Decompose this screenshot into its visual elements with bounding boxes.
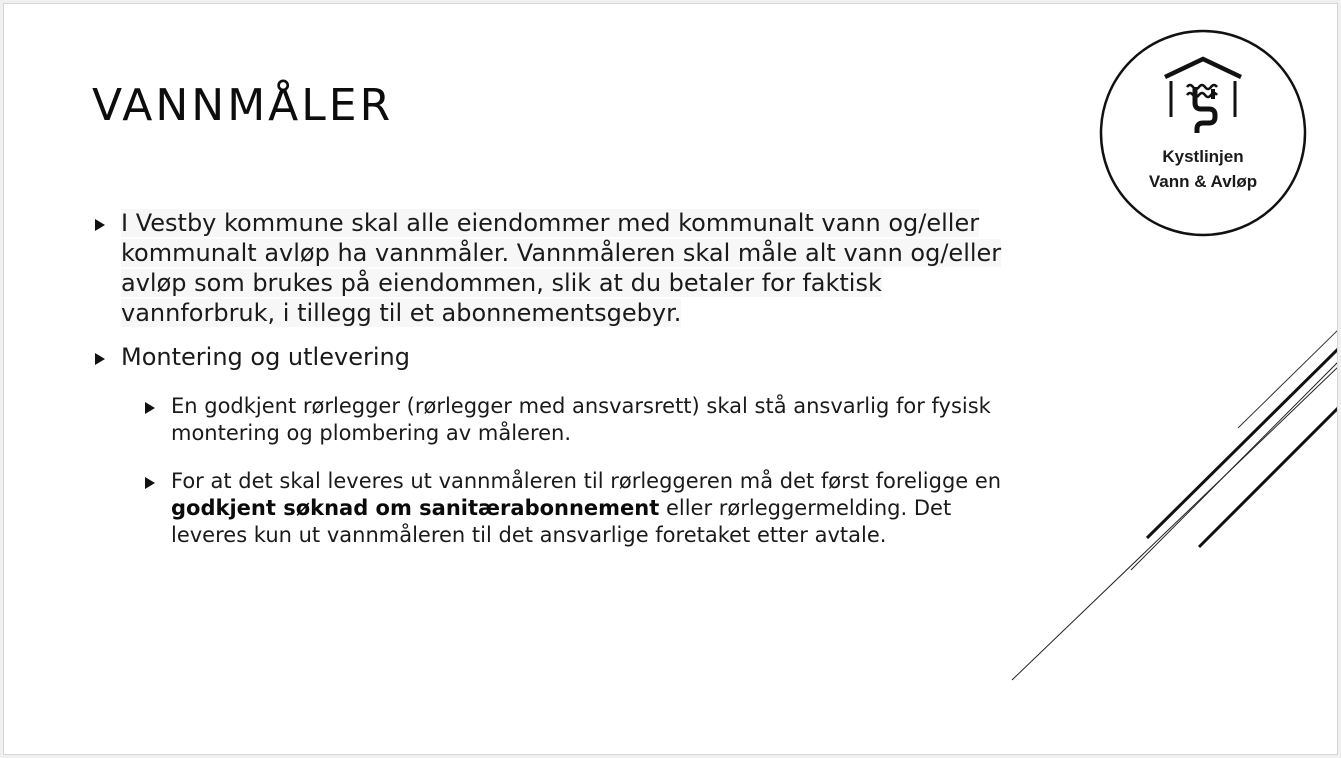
bullet-text: Montering og utlevering [121,343,410,371]
triangle-bullet-icon [95,353,105,365]
sub-bullet-text: En godkjent rørlegger (rørlegger med ansvarsrett) skal stå ansvarlig for fysisk montering og plombering av måleren. [171,394,991,445]
sub-bullet-bold-text: godkjent søknad om sanitærabonnement [171,496,660,520]
slide-body [92,208,1022,561]
slide-title: VANNMÅLER [92,80,394,131]
house-pipe-icon [1099,29,1307,237]
logo-line-2: Vann & Avløp [1148,172,1258,191]
bullet-text: I Vestby kommune skal alle eiendommer med kommunalt vann og/eller kommunalt avløp ha vannmåler. Vannmåleren skal måle alt vann og/eller avløp som brukes på eiendommen, slik at du betaler for faktisk vannforbruk, i tillegg til et abonnementsgebyr. [121,209,1002,327]
sub-bullet-text-before: For at det skal leveres ut vannmåleren til rørleggeren må det først foreligge en [171,469,1002,493]
triangle-bullet-icon [95,219,105,231]
sub-bullet-item [142,393,1022,447]
bullet-item [92,208,1022,328]
sub-bullet-item [142,468,1022,549]
logo-line-1: Kystlinjen [1162,147,1244,166]
logo-text [1099,144,1307,194]
triangle-bullet-icon [145,402,155,414]
bullet-item [92,342,1022,372]
triangle-bullet-icon [145,477,155,489]
sub-bullet-text-after: eller rørleggermelding. Det leveres kun ut vannmåleren til det ansvarlige foretaket etter avtale. [171,496,952,547]
company-logo [1099,29,1307,237]
slide [3,3,1338,755]
